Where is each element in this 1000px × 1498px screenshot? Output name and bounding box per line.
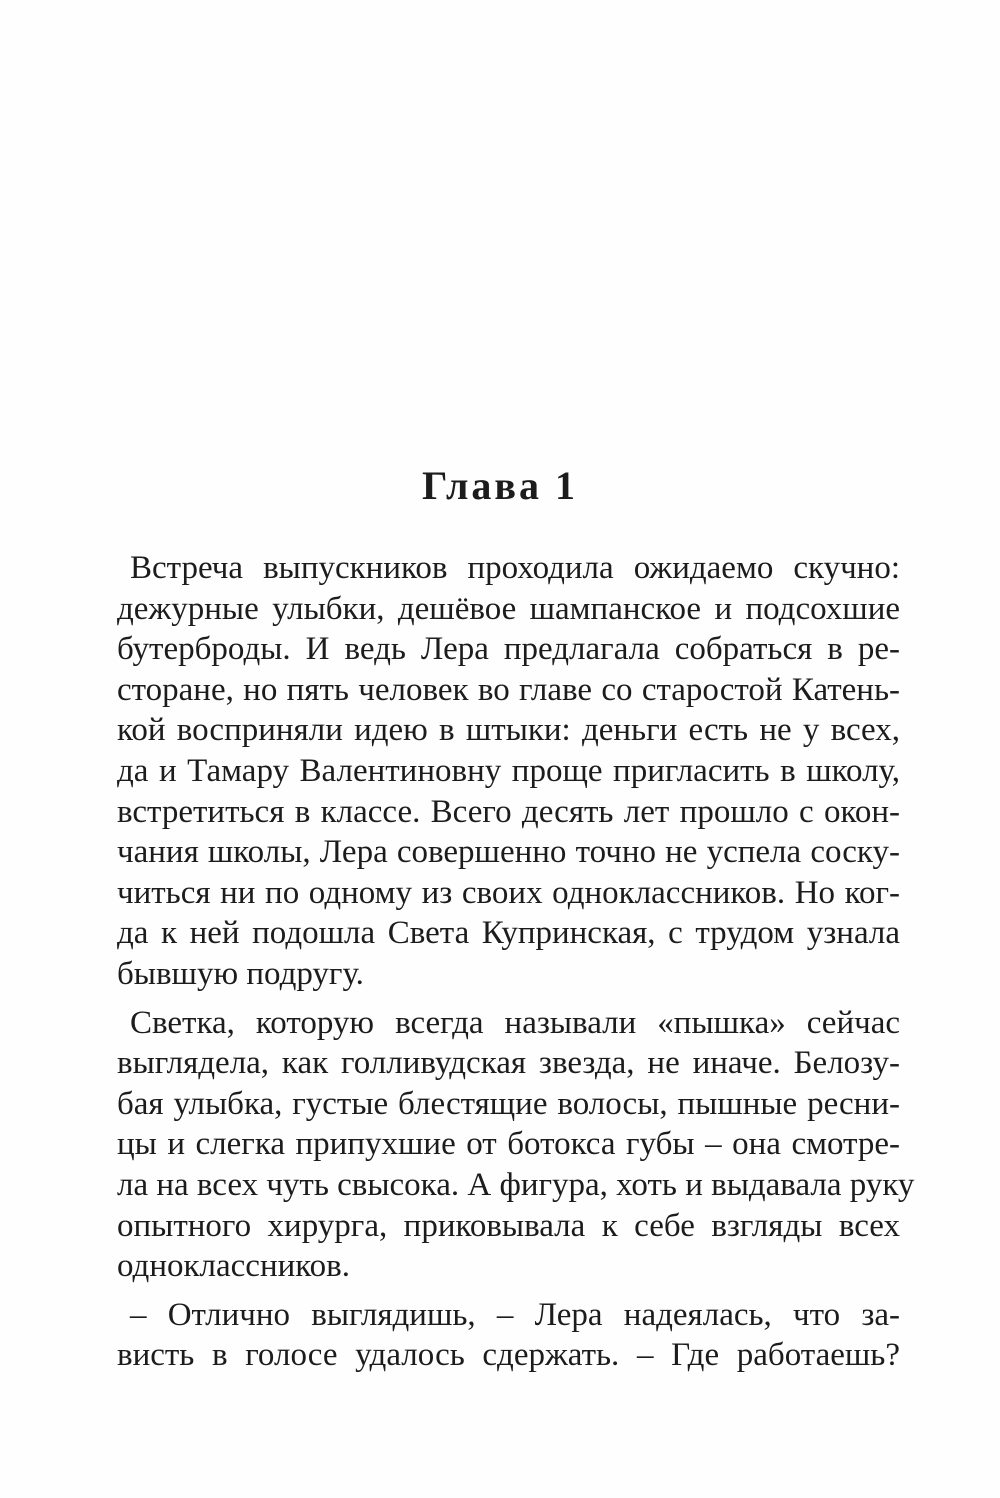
- text-line: ла на всех чуть свысока. А фигура, хоть и выдавала руку: [117, 1166, 915, 1203]
- paragraph-spacing: [117, 995, 900, 1003]
- text-line: встретиться в классе. Всего десять лет прошло с окон-: [117, 793, 900, 830]
- text-line: – Отлично выглядишь, – Лера надеялась, что за-: [130, 1296, 900, 1333]
- text-line: Встреча выпускников проходила ожидаемо скучно:: [130, 550, 900, 586]
- text-line: одноклассников.: [117, 1248, 350, 1285]
- chapter-title: Глава 1: [422, 463, 578, 508]
- text-line: кой восприняли идею в штыки: деньги есть не у всех,: [117, 712, 900, 749]
- text-line: читься ни по одному из своих одноклассников. Но ког-: [117, 874, 900, 911]
- text-line: бая улыбка, густые блестящие волосы, пышные ресни-: [117, 1085, 900, 1122]
- text-line: Светка, которую всегда называли «пышка» сейчас: [130, 1004, 900, 1041]
- text-line: дежурные улыбки, дешёвое шампанское и подсохшие: [117, 590, 900, 627]
- text-line: выглядела, как голливудская звезда, не иначе. Белозу-: [117, 1045, 900, 1082]
- chapter-text: [117, 548, 915, 1376]
- paragraph-2: [117, 1003, 915, 1287]
- text-line: цы и слегка припухшие от ботокса губы – она смотре-: [117, 1126, 900, 1163]
- text-line: висть в голосе удалось сдержать. – Где работаешь?: [117, 1337, 900, 1374]
- text-line: чания школы, Лера совершенно точно не успела соску-: [117, 834, 900, 871]
- text-line: бутерброды. И ведь Лера предлагала собраться в ре-: [117, 631, 900, 668]
- text-line: да к ней подошла Света Купринская, с трудом узнала: [117, 915, 900, 952]
- paragraph-1: [117, 548, 900, 995]
- text-line: сторане, но пять человек во главе со старостой Катень-: [117, 671, 900, 708]
- text-line: опытного хирурга, приковывала к себе взгляды всех: [117, 1207, 900, 1244]
- paragraph-spacing: [117, 1287, 900, 1295]
- text-line: да и Тамару Валентиновну проще пригласить в школу,: [117, 752, 900, 789]
- text-line: бывшую подругу.: [117, 955, 364, 992]
- paragraph-3: [117, 1295, 900, 1376]
